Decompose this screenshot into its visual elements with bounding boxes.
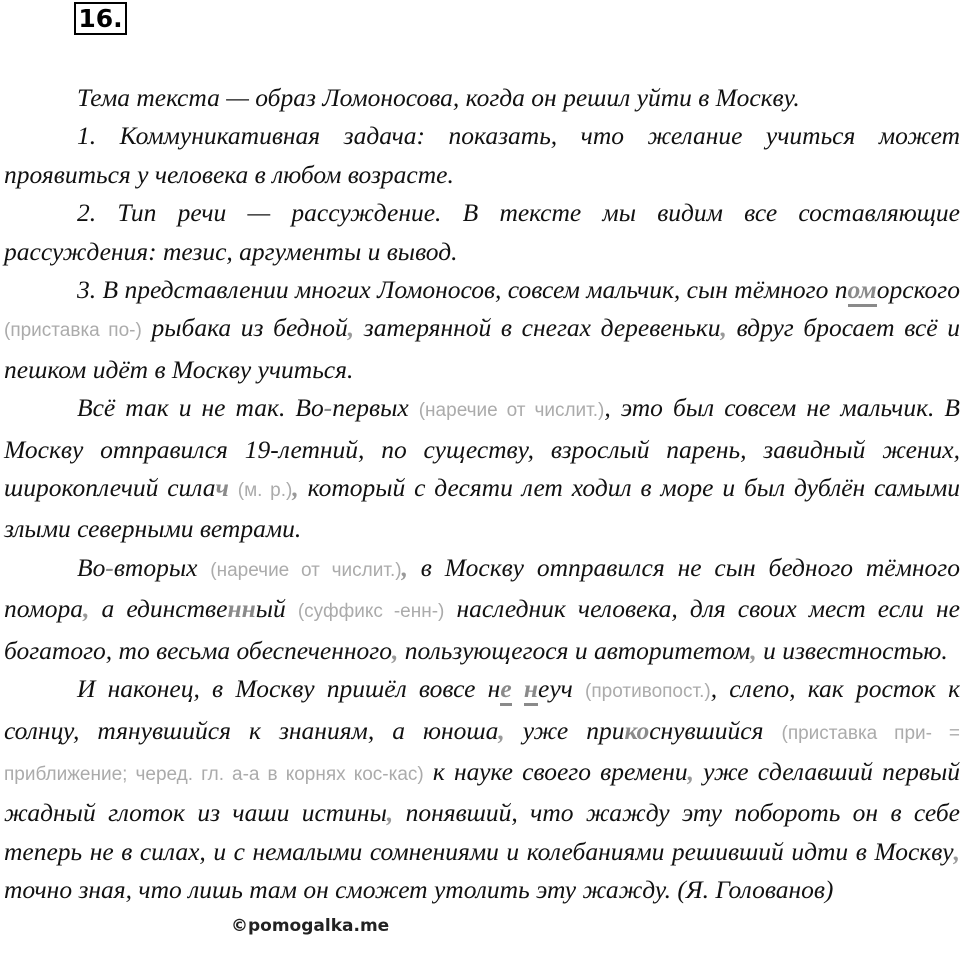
- text-run: Тема текста — образ Ломоносова, когда он решил уйти в Москву.: [77, 83, 800, 112]
- text-run: 1. Коммуникативная задача: показать, что желание учиться может проявиться у человека в любом возрасте.: [4, 121, 960, 189]
- watermark: ©pomogalka.me: [231, 916, 390, 936]
- text-run: , слепо, как росток к солнцу, тянувшийся к знаниям, а юноша: [4, 674, 960, 745]
- answer-text: [4, 79, 960, 910]
- paragraph-secondly: [4, 549, 960, 670]
- text-run: который с десяти лет ходил в море и был дублён самыми злыми северными ветрами.: [4, 473, 960, 544]
- text-run: и известностью.: [756, 635, 948, 665]
- text-run: 2. Тип речи — рассуждение. В тексте мы видим все составляющие рассуждения: тезис, аргументы и вывод.: [4, 198, 960, 266]
- text-run: точно зная, что лишь там он сможет утолить эту жажду. (Я. Голованов): [4, 875, 834, 905]
- grammar-note: (суффикс -енн-): [297, 601, 445, 623]
- text-run: понявший, что жажду эту побороть он в себе теперь не в силах, и с немалыми сомнениями и колебаниями решивший идти в Москву: [4, 798, 960, 866]
- text-run: [512, 674, 524, 703]
- text-run: рыбака из бедной: [141, 313, 348, 343]
- paragraph-finally: [4, 670, 960, 909]
- highlighted-comma: ,: [953, 836, 960, 866]
- paragraph-firstly: [4, 389, 960, 549]
- paragraph-task: [4, 117, 960, 194]
- text-run: первых: [332, 393, 419, 423]
- highlighted-letter: ч: [215, 473, 229, 503]
- text-run: пользующегося и авторитетом: [398, 635, 751, 665]
- highlighted-comma: ,: [498, 715, 505, 745]
- highlighted-letter: к: [624, 715, 637, 745]
- highlighted-comma: ,: [401, 552, 408, 582]
- text-run: наследник человека, для своих мест если не богатого, то весьма обеспеченного: [4, 594, 960, 665]
- text-run: ый: [255, 594, 298, 624]
- text-run: к науке своего времени: [423, 756, 688, 786]
- text-run: затерянной в снегах деревеньки: [354, 313, 721, 343]
- text-run: снувшийся: [649, 715, 782, 745]
- paragraph-topic: [4, 79, 960, 117]
- highlighted-hyphen: -: [323, 393, 333, 423]
- text-run: уже при: [504, 715, 625, 745]
- highlighted-letter: е: [500, 674, 511, 706]
- highlighted-letter: н: [524, 674, 538, 706]
- text-run: Во: [77, 552, 106, 582]
- highlighted-comma: ,: [386, 798, 394, 828]
- exercise-number: 16.: [74, 2, 127, 35]
- text-run: в Москву отправился не сын бедного тёмного помора: [4, 552, 960, 624]
- text-run: вдруг бросает всё и пешком идёт в Москву учиться.: [4, 313, 960, 384]
- text-run: еуч: [538, 674, 586, 704]
- highlighted-letter: о: [636, 715, 650, 745]
- highlighted-comma: ,: [83, 594, 90, 624]
- grammar-note: (м. р.): [237, 480, 293, 502]
- text-run: 3. В представлении многих Ломоносов, совсем мальчик, сын тёмного п: [77, 275, 848, 305]
- grammar-note: (противопост.): [585, 681, 711, 703]
- highlighted-comma: ,: [720, 313, 727, 343]
- highlighted-comma: ,: [347, 313, 355, 343]
- text-run: вторых: [113, 552, 211, 582]
- grammar-note: (наречие от числит.): [210, 559, 402, 581]
- grammar-note: (приставка при- = приближение; черед. гл. а-а в корнях кос-кас): [4, 722, 960, 785]
- paragraph-speech-type: [4, 194, 960, 271]
- highlighted-hyphen: -: [105, 552, 114, 582]
- text-run: И наконец, в Москву пришёл вовсе н: [77, 674, 501, 704]
- paragraph-point-3: [4, 271, 960, 389]
- grammar-note: (приставка по-): [4, 320, 142, 342]
- text-run: а единстве: [89, 594, 228, 624]
- highlighted-comma: ,: [687, 756, 695, 786]
- highlighted-root: ом: [848, 275, 877, 307]
- text-run: , это был совсем не мальчик. В Москву отправился 19-летний, по существу, взрослый парень, завидный жених, широкоплечий сила: [4, 393, 960, 503]
- highlighted-comma: ,: [750, 635, 757, 665]
- text-run: орского: [876, 275, 960, 305]
- highlighted-suffix: нн: [227, 594, 256, 624]
- text-run: уже сделавший первый жадный глоток из чаши истины: [4, 756, 960, 828]
- text-run: [229, 473, 238, 502]
- text-run: Всё так и не так. Во: [77, 393, 324, 423]
- highlighted-comma: ,: [391, 635, 399, 665]
- highlighted-comma: ,: [292, 473, 299, 503]
- grammar-note: (наречие от числит.): [418, 400, 605, 422]
